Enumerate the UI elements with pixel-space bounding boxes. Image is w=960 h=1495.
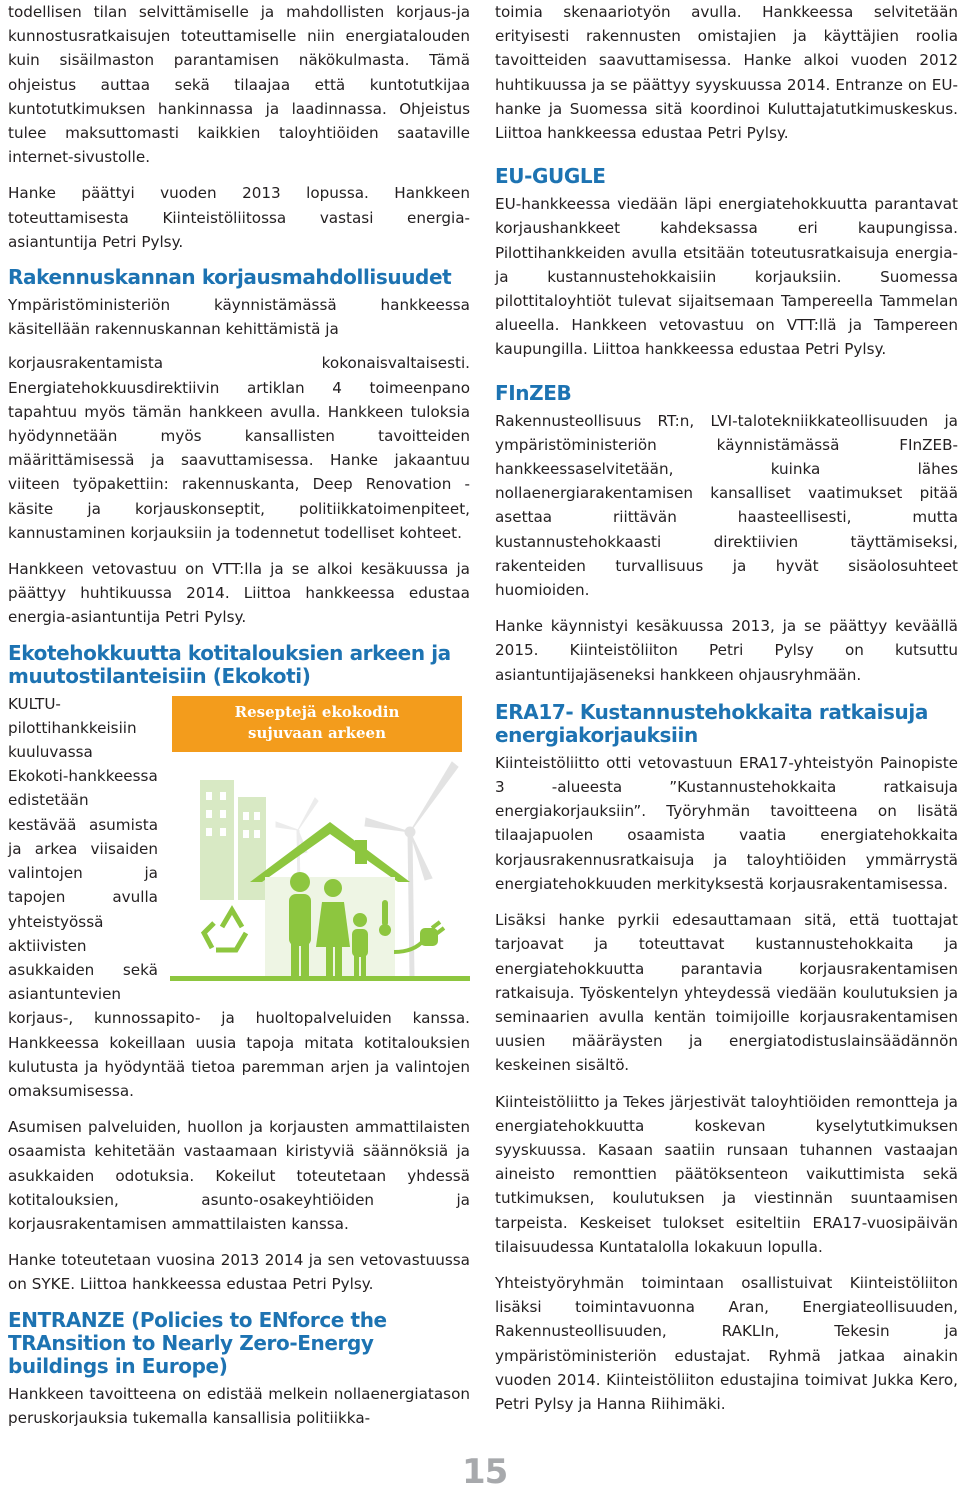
paragraph: Kiinteistöliitto ja Tekes järjestivät taloyhtiöiden remontteja ja energiatehokkuutta koskevan kyselytutkimuksen syyskuussa. Kasaan saatiin runsaan tuhannen vastaajan aineisto remonttien päätöksenteon vaikuttimista sekä tutkimuksen, koulutuksen ja viestinnän suuntaamisen tarpeista. Keskeiset tulokset esiteltiin ERA17-vuosipäivän tilaisuudessa Kuntatalolla lokakuun lopulla. xyxy=(495,1092,958,1256)
paragraph: Kiinteistöliitto otti vetovastuun ERA17-yhteistyön Painopiste 3 -alueesta ”Kustannustehokkaita ratkaisuja energiakorjauksiin”. Työryhmän tavoitteena on lisätä tilaajapuolen osaamista vaatia energiatehokkaita korjausrakennusratkaisuja ja taloyhtiöiden ymmärrystä energiatehokkuuden merkityksestä korjausrakentamisessa. xyxy=(495,753,958,893)
right-column xyxy=(495,0,958,1428)
figure-caption-line: sujuvaan arkeen xyxy=(248,723,386,742)
paragraph: Rakennusteollisuus RT:n, LVI-talotekniikkateollisuuden ja ympäristöministeriön käynnistämässä FInZEB-hankkeessaselvitetään, kuinka lähes nollaenergiarakentamisen kansalliset vaatimukset pitää asettaa riittävän haasteellisesti, mutta kustannustehokkaasti direktiivien täyttämiseksi, rakenteiden turvallisuus ja hyvät sisäolosuhteet huomioiden. xyxy=(495,411,958,600)
section-heading-rakennuskanta: Rakennuskannan korjausmahdollisuudet xyxy=(8,265,452,290)
section-heading-eu-gugle: EU-GUGLE xyxy=(495,164,606,189)
paragraph: korjausrakentamista kokonaisvaltaisesti. Energiatehokkuusdirektiivin artiklan 4 toimeenpano tapahtuu myös tämän hankkeen avulla. Hankkeen tuloksia hyödynnetään myös kansallisten tavoitteiden määrittämisessä ja saavuttamisessa. Hanke jakaantuu viiteen työpakettiin: rakennuskanta, Deep Renovation -käsite ja korjauskonseptit, politiikkatoimenpiteet, kannustaminen korjauksiin ja todennetut todelliset kohteet. xyxy=(8,354,470,542)
recycle-icon xyxy=(204,910,246,950)
figure-banner xyxy=(172,696,462,752)
plug-icon xyxy=(394,922,444,952)
eco-home-illustration xyxy=(170,752,470,981)
section-heading-era17: ERA17- Kustannustehokkaita ratkaisuja energiakorjauksiin xyxy=(495,699,928,747)
paragraph: todellisen tilan selvittämiselle ja mahdollisten korjaus-ja kunnostusratkaisujen toteuttamiselle niin energiatalouden kuin sisäilmaston parantamisen näkökulmasta. Tämä ohjeistus auttaa sekä tilaajaa että kuntotutkijaa kuntotutkimuksen hankinnassa ja laadinnassa. Ohjeistus tulee maksuttomasti kaikkien taloyhtiöiden saataville internet-sivustolle. xyxy=(8,3,470,167)
paragraph: Hanke päättyi vuoden 2013 lopussa. Hankkeen toteuttamisesta Kiinteistöliitossa vastasi energia-asiantuntija Petri Pylsy. xyxy=(8,184,470,251)
paragraph: Hankkeen vetovastuu on VTT:lla ja se alkoi kesäkuussa ja päättyy huhtikuussa 2014. Liittoa hankkeessa edustaa energia-asiantuntija Petri Pylsy. xyxy=(8,560,470,627)
paragraph: Lisäksi hanke pyrkii edesauttamaan sitä, että tuottajat tarjoavat ja toteuttavat kustannustehokkaita ja energiatehokkuutta parantavia korjausrakentamisen ratkaisuja. Työskentelyn yhteydessä viedään koulutuksien ja seminaarien avulla kentän toimijoille korjausrakentamisen uusien määräysten ja energiatodistuslainsäädännön keskeinen sisältö. xyxy=(495,911,958,1075)
section-heading-ekokoti: Ekotehokkuutta kotitalouksien arkeen ja muutostilanteisiin (Ekokoti) xyxy=(8,640,451,688)
paragraph: Ympäristöministeriön käynnistämässä hankkeessa käsitellään rakennuskannan kehittämistä ja xyxy=(8,296,470,339)
spacer xyxy=(8,341,470,351)
figure-caption-line: Reseptejä ekokodin xyxy=(234,702,400,721)
paragraph: KULTU-pilottihankkeisiin kuuluvassa Ekokoti-hankkeessa edistetään kestävää asumista ja arkea viisaiden valintojen ja tapojen avulla yhteistyössä aktiivisten asukkaiden sekä asiantuntevien korjaus-, kunnossapito- ja huoltopalveluiden kanssa. Hankkeessa kokeillaan uusia tapoja mitata kotitalouksien kulutusta ja hyödyntää tietoa paremman arjen ja valintojen omaksumisessa. xyxy=(8,694,470,1100)
paragraph: Asumisen palveluiden, huollon ja korjausten ammattilaisten osaamista kehitetään vastaamaan kiristyviä säännöksiä ja asukkaiden odotuksia. Kokeilut toteutetaan yhdessä kotitalouksien, asunto-osakeyhtiöiden ja korjausrakentamisen ammattilaisten kanssa. xyxy=(8,1118,470,1233)
ekokoti-figure xyxy=(170,696,470,981)
page-number: 15 xyxy=(462,1452,508,1492)
ground-line xyxy=(170,976,470,981)
section-heading-finzeb: FInZEB xyxy=(495,380,572,405)
paragraph: Hanke käynnistyi kesäkuussa 2013, ja se päättyy keväällä 2015. Kiinteistöliiton Petri Pylsy on kutsuttu asiantuntijajäseneksi hankkeen ohjausryhmään. xyxy=(495,617,958,684)
paragraph: toimia skenaariotyön avulla. Hankkeessa selvitetään erityisesti rakennusten omistajien ja käyttäjien roolia tavoitteiden saavuttamisessa. Hanke alkoi vuoden 2012 huhtikuussa ja se päättyy syyskuussa 2014. Entranze on EU-hanke ja Suomessa sitä koordinoi Kuluttajatutkimuskeskus. Liittoa hankkeessa edustaa Petri Pylsy. xyxy=(495,3,958,143)
paragraph: EU-hankkeessa viedään läpi energiatehokkuutta parantavat korjaushankkeet kahdeksassa eri kaupungissa. Pilottihankkeiden avulla etsitään toteutusratkaisuja energia- ja kustannustehokkaisiin korjauksiin. Suomessa pilottitaloyhtiöt tulevat sijaitsemaan Tampereella Tammelan alueella. Hankkeen vetovastuu on VTT:llä ja Tampereen kaupungilla. Liittoa hankkeessa edustaa Petri Pylsy. xyxy=(495,195,958,359)
section-heading-entranze: ENTRANZE (Policies to ENforce the TRAnsition to Nearly Zero-Energy buildings in Europe) xyxy=(8,1307,387,1378)
paragraph: Hankkeen tavoitteena on edistää melkein nollaenergiatason peruskorjauksia tukemalla kansallisia politiikka- xyxy=(8,1384,470,1427)
left-column xyxy=(8,0,470,1442)
paragraph: Yhteistyöryhmän toimintaan osallistuivat Kiinteistöliiton lisäksi toimintavuonna Aran, Energiateollisuuden, Rakennusteollisuuden, RAKLIn, Tekesin ja ympäristöministeriön edustajat. Ryhmä jatkaa ainakin vuoden 2014. Kiinteistöliiton edustajina toimivat Jukka Kero, Petri Pylsy ja Hanna Riihimäki. xyxy=(495,1273,958,1413)
paragraph: Hanke toteutetaan vuosina 2013 2014 ja sen vetovastuussa on SYKE. Liittoa hankkeessa edustaa Petri Pylsy. xyxy=(8,1251,470,1294)
